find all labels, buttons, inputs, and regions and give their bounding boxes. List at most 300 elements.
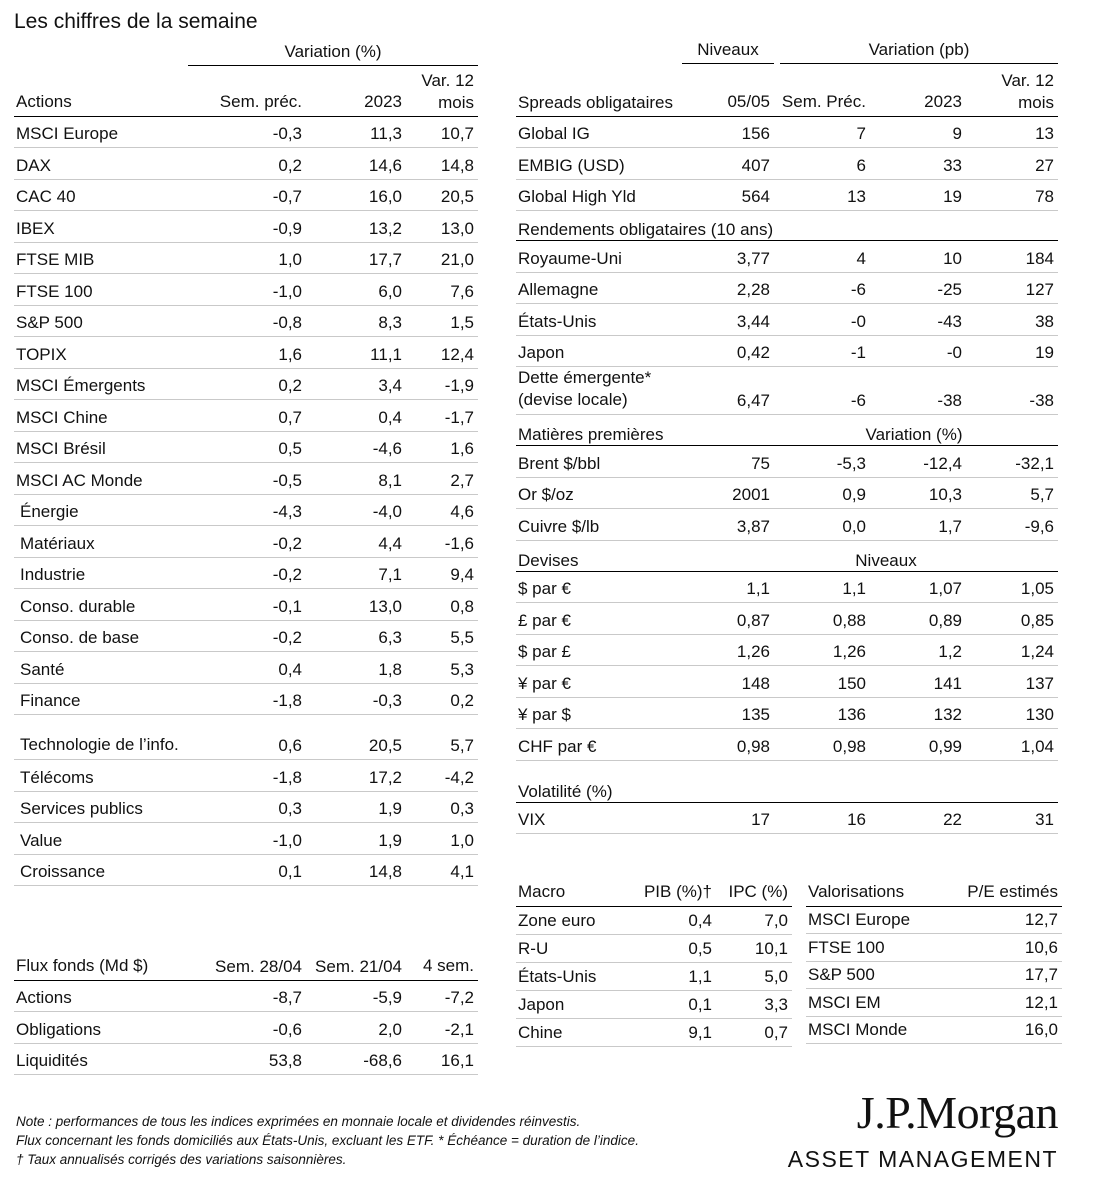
- actions-row: [14, 368, 478, 400]
- devises-row-label: $ par £: [516, 634, 682, 666]
- flux-col-name: Flux fonds (Md $): [14, 928, 190, 980]
- rendements-row: [516, 272, 1058, 304]
- actions-row: [14, 791, 478, 823]
- volatilite-row-value: 16: [774, 802, 870, 834]
- actions-row-value: 0,2: [190, 148, 306, 180]
- actions-row-value: 8,1: [306, 463, 406, 495]
- rendements-row-value: 6,47: [682, 367, 774, 415]
- rendements-row-value: -6: [774, 272, 870, 304]
- devises-row-label: CHF par €: [516, 729, 682, 761]
- variation-pb-label: Variation (pb): [868, 40, 970, 59]
- rendements-row-value: 10: [870, 241, 966, 273]
- valorisations-row-value: 16,0: [956, 1016, 1062, 1044]
- actions-row-value: -1,8: [190, 760, 306, 792]
- actions-row-label: FTSE 100: [14, 274, 190, 306]
- devises-section-row: [516, 540, 1058, 571]
- actions-row-value: -1,0: [190, 274, 306, 306]
- rendements-row-value: 4: [774, 241, 870, 273]
- matieres-row-value: 5,7: [966, 477, 1058, 509]
- rendements-row-value: 3,44: [682, 304, 774, 336]
- actions-row-value: 1,0: [190, 242, 306, 274]
- flux-col-w2: Sem. 21/04: [306, 928, 406, 980]
- actions-row-label: Industrie: [14, 557, 190, 589]
- actions-row: [14, 242, 478, 274]
- footnote-2: Flux concernant les fonds domiciliés aux États-Unis, excluant les ETF. * Échéance = duration de l’indice.: [16, 1133, 639, 1148]
- devises-row-label: $ par €: [516, 571, 682, 603]
- actions-row: [14, 760, 478, 792]
- spreads-row-value: 27: [966, 148, 1058, 180]
- macro-row-value: 10,1: [716, 934, 792, 962]
- actions-variation-header: [188, 42, 478, 66]
- devises-label: Devises: [516, 540, 774, 571]
- actions-row-value: 7,1: [306, 557, 406, 589]
- actions-row-label: MSCI Émergents: [14, 368, 190, 400]
- flux-row-value: 16,1: [406, 1043, 478, 1075]
- actions-row-value: 1,8: [306, 652, 406, 684]
- actions-row-value: 0,8: [406, 589, 478, 621]
- actions-row: [14, 823, 478, 855]
- actions-row-value: 20,5: [406, 179, 478, 211]
- actions-row-value: 12,4: [406, 337, 478, 369]
- matieres-row: [516, 477, 1058, 509]
- actions-row-label: Conso. durable: [14, 589, 190, 621]
- actions-row-label: IBEX: [14, 211, 190, 243]
- actions-row: [14, 463, 478, 495]
- flux-row-value: -8,7: [190, 980, 306, 1012]
- actions-row-value: 1,6: [406, 431, 478, 463]
- devises-row-value: 148: [682, 666, 774, 698]
- actions-row: [14, 116, 478, 148]
- actions-row: [14, 179, 478, 211]
- actions-row-value: 0,3: [190, 791, 306, 823]
- actions-row-label: MSCI Chine: [14, 400, 190, 432]
- rendements-row-label: Royaume-Uni: [516, 241, 682, 273]
- actions-row-value: 5,5: [406, 620, 478, 652]
- actions-row-value: 0,3: [406, 791, 478, 823]
- macro-row-value: 0,5: [626, 934, 716, 962]
- valorisations-row: [806, 1016, 1062, 1044]
- macro-row-label: Japon: [516, 990, 626, 1018]
- actions-row-label: Santé: [14, 652, 190, 684]
- matieres-row-label: Cuivre $/lb: [516, 509, 682, 541]
- actions-row-value: 1,9: [306, 823, 406, 855]
- spreads-row-value: 13: [966, 116, 1058, 148]
- actions-row-value: 4,6: [406, 494, 478, 526]
- actions-row-value: 4,1: [406, 854, 478, 886]
- devises-row: [516, 634, 1058, 666]
- rendements-row-value: 2,28: [682, 272, 774, 304]
- devises-row: [516, 729, 1058, 761]
- matieres-row-label: Brent $/bbl: [516, 446, 682, 478]
- devises-row: [516, 603, 1058, 635]
- devises-row-value: 136: [774, 697, 870, 729]
- spreads-row-label: EMBIG (USD): [516, 148, 682, 180]
- macro-row: [516, 1018, 792, 1046]
- footnotes: [16, 1112, 639, 1169]
- actions-row-value: 0,6: [190, 715, 306, 760]
- actions-row-value: 0,4: [306, 400, 406, 432]
- rendements-row-value: 3,77: [682, 241, 774, 273]
- rendements-row-value: -38: [966, 367, 1058, 415]
- footnote-3: † Taux annualisés corrigés des variations saisonnières.: [16, 1152, 347, 1167]
- macro-row: [516, 934, 792, 962]
- volatilite-section-row: [516, 760, 1058, 802]
- actions-row: [14, 589, 478, 621]
- flux-row-value: -0,6: [190, 1012, 306, 1044]
- flux-row-value: -2,1: [406, 1012, 478, 1044]
- actions-row-value: 7,6: [406, 274, 478, 306]
- spreads-row: [516, 179, 1058, 211]
- macro-row-value: 3,3: [716, 990, 792, 1018]
- devises-row-value: 1,26: [774, 634, 870, 666]
- actions-variation-label: Variation (%): [284, 42, 382, 61]
- macro-row-value: 7,0: [716, 906, 792, 934]
- valorisations-header-row: [806, 876, 1062, 906]
- spreads-col-week: Sem. Préc.: [774, 64, 870, 116]
- flux-row-value: 2,0: [306, 1012, 406, 1044]
- actions-row: [14, 305, 478, 337]
- actions-row-label: MSCI AC Monde: [14, 463, 190, 495]
- valorisations-row-label: FTSE 100: [806, 934, 956, 962]
- valorisations-row-label: MSCI Monde: [806, 1016, 956, 1044]
- flux-row-label: Actions: [14, 980, 190, 1012]
- actions-row-label: CAC 40: [14, 179, 190, 211]
- rendements-row-value: -0: [774, 304, 870, 336]
- actions-row-value: 17,7: [306, 242, 406, 274]
- spreads-col-name: Spreads obligataires: [516, 64, 682, 116]
- actions-row-label: Croissance: [14, 854, 190, 886]
- actions-row: [14, 274, 478, 306]
- actions-row-value: -0,5: [190, 463, 306, 495]
- spreads-row-value: 13: [774, 179, 870, 211]
- rendements-row-value: -43: [870, 304, 966, 336]
- logo-brand: J.P.Morgan: [856, 1087, 1058, 1138]
- actions-row-value: 1,0: [406, 823, 478, 855]
- rendements-row: [516, 335, 1058, 367]
- actions-row-value: -1,7: [406, 400, 478, 432]
- spreads-header-row: [516, 64, 1058, 116]
- actions-row-value: -0,1: [190, 589, 306, 621]
- macro-row: [516, 962, 792, 990]
- devises-row-value: 0,89: [870, 603, 966, 635]
- flux-row-value: -5,9: [306, 980, 406, 1012]
- devises-row-value: 0,99: [870, 729, 966, 761]
- rendements-row-value: 0,42: [682, 335, 774, 367]
- actions-row-value: -0,2: [190, 620, 306, 652]
- actions-row-value: 8,3: [306, 305, 406, 337]
- devises-row-label: ¥ par $: [516, 697, 682, 729]
- macro-row-value: 1,1: [626, 962, 716, 990]
- actions-row-value: 21,0: [406, 242, 478, 274]
- volatilite-row-label: VIX: [516, 802, 682, 834]
- volatilite-row-value: 31: [966, 802, 1058, 834]
- devises-row-value: 1,1: [682, 571, 774, 603]
- devises-row-value: 1,04: [966, 729, 1058, 761]
- actions-row-value: -1,0: [190, 823, 306, 855]
- actions-row-label: Télécoms: [14, 760, 190, 792]
- matieres-row-value: 0,0: [774, 509, 870, 541]
- spreads-row-value: 6: [774, 148, 870, 180]
- spreads-row-value: 407: [682, 148, 774, 180]
- devises-row-value: 1,07: [870, 571, 966, 603]
- actions-row-value: -4,0: [306, 494, 406, 526]
- volatilite-row-value: 17: [682, 802, 774, 834]
- devises-row-value: 0,87: [682, 603, 774, 635]
- rendements-row-label: Dette émergente* (devise locale): [516, 367, 682, 415]
- matieres-row: [516, 509, 1058, 541]
- valorisations-row: [806, 989, 1062, 1017]
- devises-row-value: 1,26: [682, 634, 774, 666]
- valorisations-row-label: MSCI Europe: [806, 906, 956, 934]
- flux-col-w1: Sem. 28/04: [190, 928, 306, 980]
- spreads-col-date: 05/05: [682, 64, 774, 116]
- macro-row-label: R-U: [516, 934, 626, 962]
- volatilite-label: Volatilité (%): [516, 760, 1058, 802]
- rendements-row-value: -6: [774, 367, 870, 415]
- valorisations-row: [806, 906, 1062, 934]
- spreads-row-label: Global High Yld: [516, 179, 682, 211]
- actions-row-value: 20,5: [306, 715, 406, 760]
- actions-row-value: -1,6: [406, 526, 478, 558]
- devises-row-value: 0,85: [966, 603, 1058, 635]
- devises-row-value: 1,24: [966, 634, 1058, 666]
- variation-pb-header: [780, 40, 1058, 64]
- actions-row-value: 13,0: [406, 211, 478, 243]
- actions-row-value: 13,0: [306, 589, 406, 621]
- macro-col-name: Macro: [516, 876, 626, 906]
- actions-row-value: 9,4: [406, 557, 478, 589]
- actions-row-value: 0,7: [190, 400, 306, 432]
- actions-row: [14, 337, 478, 369]
- matieres-row-value: -9,6: [966, 509, 1058, 541]
- macro-table: [516, 876, 792, 1047]
- spreads-row-value: 7: [774, 116, 870, 148]
- matieres-row-value: 10,3: [870, 477, 966, 509]
- actions-row-label: Finance: [14, 683, 190, 715]
- macro-row-label: Zone euro: [516, 906, 626, 934]
- valorisations-col-pe: P/E estimés: [956, 876, 1062, 906]
- rendements-row-value: 19: [966, 335, 1058, 367]
- flux-row-value: -68,6: [306, 1043, 406, 1075]
- actions-row-value: -4,6: [306, 431, 406, 463]
- spreads-row-value: 564: [682, 179, 774, 211]
- actions-row-label: TOPIX: [14, 337, 190, 369]
- flux-row: [14, 1012, 478, 1044]
- devises-row-value: 0,98: [774, 729, 870, 761]
- rendements-row-label: Japon: [516, 335, 682, 367]
- spreads-row: [516, 148, 1058, 180]
- actions-row-value: -0,2: [190, 557, 306, 589]
- valorisations-row-value: 12,7: [956, 906, 1062, 934]
- devises-row: [516, 571, 1058, 603]
- macro-row-label: États-Unis: [516, 962, 626, 990]
- actions-row: [14, 715, 478, 760]
- matieres-row-value: -12,4: [870, 446, 966, 478]
- devises-row-value: 150: [774, 666, 870, 698]
- spreads-row-value: 9: [870, 116, 966, 148]
- actions-row: [14, 400, 478, 432]
- flux-row: [14, 980, 478, 1012]
- actions-row: [14, 494, 478, 526]
- matieres-row-value: -5,3: [774, 446, 870, 478]
- valorisations-table: [806, 876, 1062, 1044]
- macro-row-value: 0,1: [626, 990, 716, 1018]
- macro-col-pib: PIB (%)†: [626, 876, 716, 906]
- spreads-col-12m: Var. 12 mois: [966, 64, 1058, 116]
- actions-table: [14, 66, 478, 886]
- actions-col-name: Actions: [14, 66, 190, 116]
- flux-row: [14, 1043, 478, 1075]
- volatilite-row-value: 22: [870, 802, 966, 834]
- flux-col-4w: 4 sem.: [406, 928, 478, 980]
- actions-row: [14, 854, 478, 886]
- valorisations-row-value: 10,6: [956, 934, 1062, 962]
- actions-row-value: 0,1: [190, 854, 306, 886]
- devises-niveaux-label: Niveaux: [774, 540, 1058, 571]
- valorisations-col-name: Valorisations: [806, 876, 956, 906]
- spreads-row-value: 33: [870, 148, 966, 180]
- rendements-section-row: [516, 211, 1058, 241]
- actions-row-value: 1,6: [190, 337, 306, 369]
- actions-row: [14, 620, 478, 652]
- actions-row-value: 11,1: [306, 337, 406, 369]
- actions-row-value: 14,6: [306, 148, 406, 180]
- rendements-row-value: 38: [966, 304, 1058, 336]
- actions-row-value: -1,8: [190, 683, 306, 715]
- valorisations-row: [806, 961, 1062, 989]
- devises-row-label: ¥ par €: [516, 666, 682, 698]
- actions-col-2023: 2023: [306, 66, 406, 116]
- devises-row-value: 0,88: [774, 603, 870, 635]
- actions-row-label: MSCI Europe: [14, 116, 190, 148]
- devises-row-value: 1,1: [774, 571, 870, 603]
- actions-row-value: 13,2: [306, 211, 406, 243]
- valorisations-row: [806, 934, 1062, 962]
- page-title: Les chiffres de la semaine: [14, 10, 258, 33]
- rendements-row-value: 184: [966, 241, 1058, 273]
- valorisations-row-label: S&P 500: [806, 961, 956, 989]
- macro-row-value: 5,0: [716, 962, 792, 990]
- flux-row-value: -7,2: [406, 980, 478, 1012]
- devises-row-value: 137: [966, 666, 1058, 698]
- actions-row-value: 5,7: [406, 715, 478, 760]
- rendements-row: [516, 241, 1058, 273]
- actions-row-value: -0,3: [306, 683, 406, 715]
- actions-row: [14, 683, 478, 715]
- rendements-row-label: Allemagne: [516, 272, 682, 304]
- devises-row-value: 141: [870, 666, 966, 698]
- right-table: [516, 64, 1058, 834]
- devises-row-label: £ par €: [516, 603, 682, 635]
- matieres-variation-label: Variation (%): [774, 415, 1058, 446]
- actions-row-value: 1,9: [306, 791, 406, 823]
- volatilite-row: [516, 802, 1058, 834]
- actions-row-label: Value: [14, 823, 190, 855]
- actions-row-label: Énergie: [14, 494, 190, 526]
- rendements-row-value: 127: [966, 272, 1058, 304]
- actions-row-label: MSCI Brésil: [14, 431, 190, 463]
- niveaux-label: Niveaux: [697, 40, 759, 59]
- macro-row: [516, 906, 792, 934]
- actions-row-value: 0,4: [190, 652, 306, 684]
- actions-row: [14, 526, 478, 558]
- actions-row-value: 0,2: [406, 683, 478, 715]
- devises-row-value: 132: [870, 697, 966, 729]
- actions-row-value: 5,3: [406, 652, 478, 684]
- actions-row-label: S&P 500: [14, 305, 190, 337]
- flux-row-label: Obligations: [14, 1012, 190, 1044]
- actions-row-label: DAX: [14, 148, 190, 180]
- devises-row-value: 1,2: [870, 634, 966, 666]
- devises-row: [516, 697, 1058, 729]
- rendements-row-value: -25: [870, 272, 966, 304]
- actions-row: [14, 652, 478, 684]
- actions-row-value: -0,3: [190, 116, 306, 148]
- actions-row-value: 3,4: [306, 368, 406, 400]
- spreads-row-label: Global IG: [516, 116, 682, 148]
- matieres-row-value: 1,7: [870, 509, 966, 541]
- matieres-label: Matières premières: [516, 415, 774, 446]
- actions-row-label: FTSE MIB: [14, 242, 190, 274]
- actions-row-label: Matériaux: [14, 526, 190, 558]
- actions-row-value: 11,3: [306, 116, 406, 148]
- actions-row-label: Services publics: [14, 791, 190, 823]
- actions-row-value: 17,2: [306, 760, 406, 792]
- spreads-col-2023: 2023: [870, 64, 966, 116]
- valorisations-row-value: 12,1: [956, 989, 1062, 1017]
- jpmorgan-logo: [788, 1088, 1058, 1173]
- matieres-row-value: 0,9: [774, 477, 870, 509]
- actions-col-week: Sem. préc.: [190, 66, 306, 116]
- actions-row-value: 6,0: [306, 274, 406, 306]
- matieres-row-value: 3,87: [682, 509, 774, 541]
- macro-row-value: 0,4: [626, 906, 716, 934]
- actions-row-value: -0,8: [190, 305, 306, 337]
- footnote-1: Note : performances de tous les indices exprimées en monnaie locale et dividendes réinvestis.: [16, 1114, 581, 1129]
- devises-row-value: 1,05: [966, 571, 1058, 603]
- macro-row-value: 9,1: [626, 1018, 716, 1046]
- logo-subtitle: ASSET MANAGEMENT: [787, 1146, 1058, 1172]
- rendements-row-value: -38: [870, 367, 966, 415]
- actions-row-value: 0,5: [190, 431, 306, 463]
- actions-row: [14, 431, 478, 463]
- actions-row-value: 16,0: [306, 179, 406, 211]
- matieres-row-value: 2001: [682, 477, 774, 509]
- actions-row-value: 14,8: [406, 148, 478, 180]
- actions-row-value: -0,2: [190, 526, 306, 558]
- macro-col-ipc: IPC (%): [716, 876, 792, 906]
- actions-row: [14, 211, 478, 243]
- devises-row-value: 135: [682, 697, 774, 729]
- actions-row-label: Conso. de base: [14, 620, 190, 652]
- spreads-row-value: 78: [966, 179, 1058, 211]
- flux-table: [14, 928, 478, 1075]
- actions-row-value: 4,4: [306, 526, 406, 558]
- actions-row-value: 1,5: [406, 305, 478, 337]
- actions-row: [14, 148, 478, 180]
- macro-header-row: [516, 876, 792, 906]
- actions-row-value: 2,7: [406, 463, 478, 495]
- matieres-row: [516, 446, 1058, 478]
- macro-row-label: Chine: [516, 1018, 626, 1046]
- actions-header-row: [14, 66, 478, 116]
- actions-row-value: 0,2: [190, 368, 306, 400]
- devises-row-value: 0,98: [682, 729, 774, 761]
- rendements-row: [516, 304, 1058, 336]
- actions-row-value: 10,7: [406, 116, 478, 148]
- rendements-row-value: -1: [774, 335, 870, 367]
- valorisations-row-value: 17,7: [956, 961, 1062, 989]
